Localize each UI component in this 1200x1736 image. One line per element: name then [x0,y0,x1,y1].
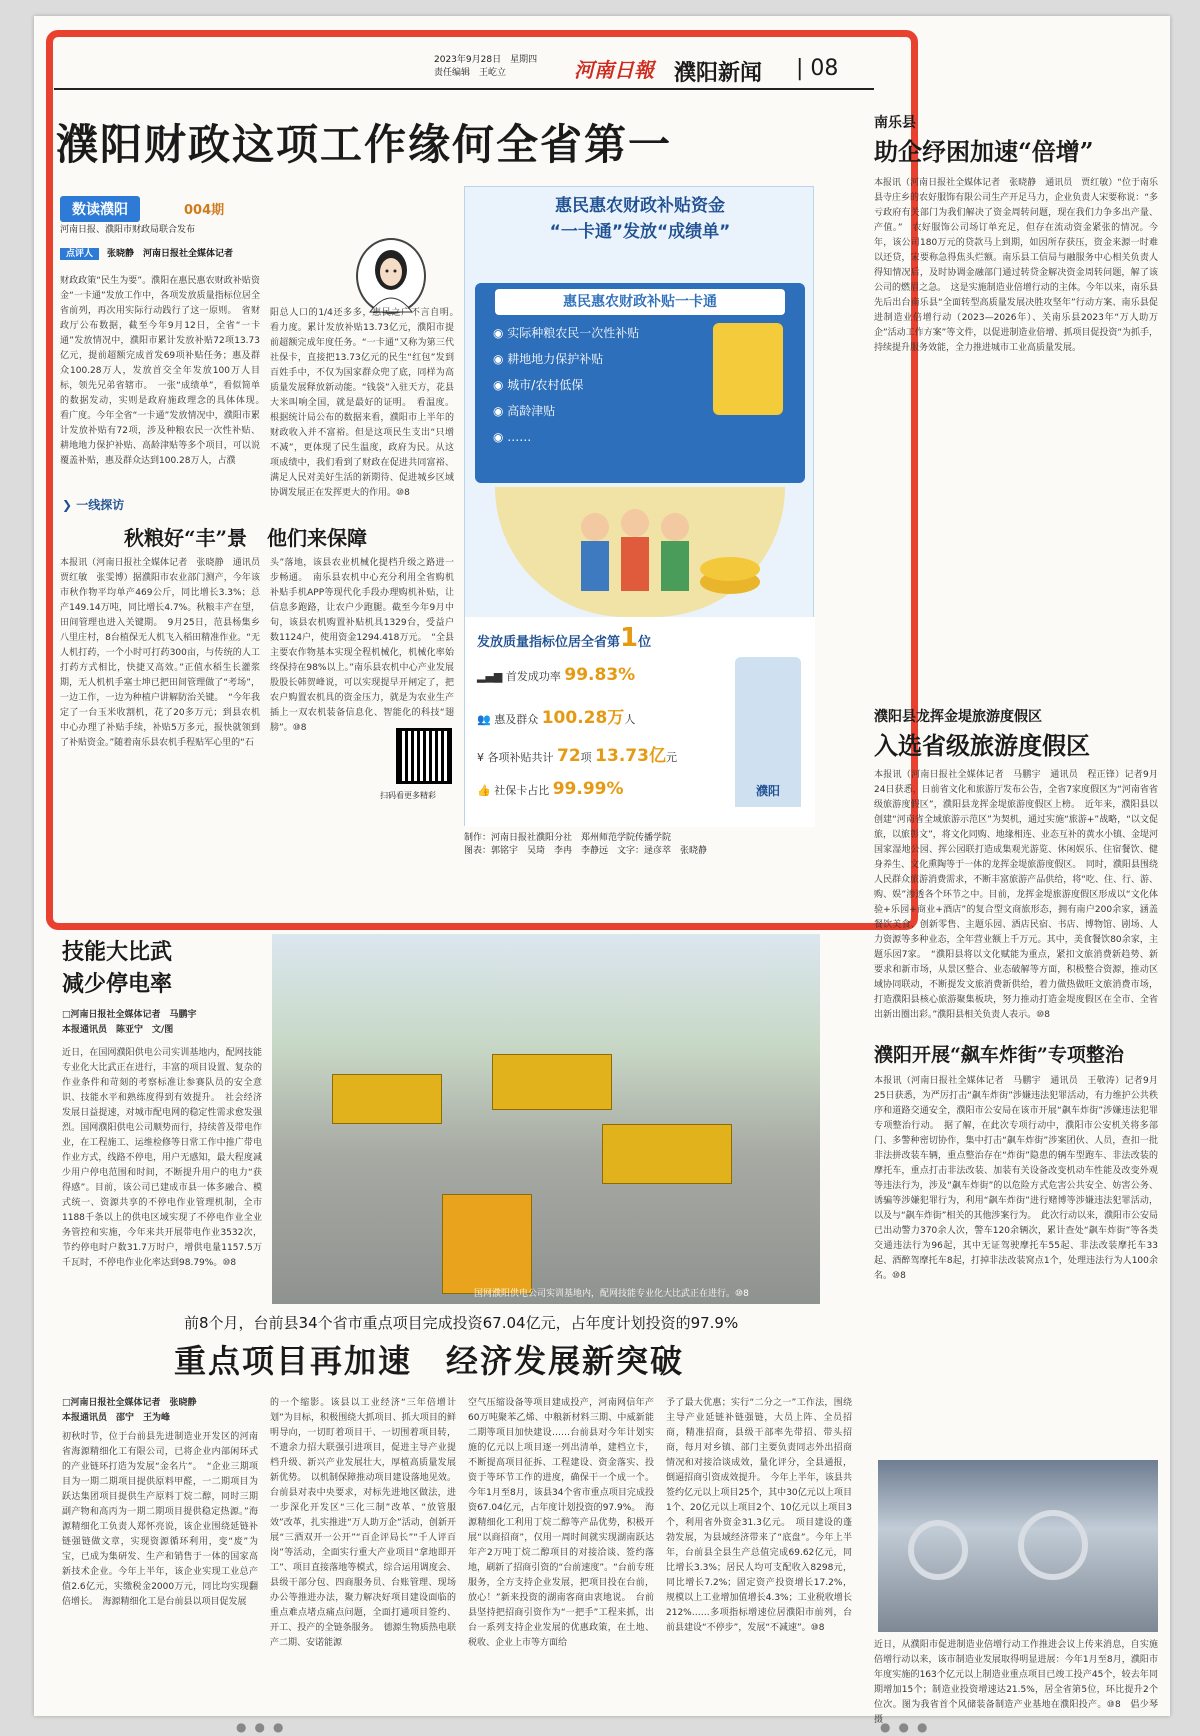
lead-headline: 濮阳财政这项工作缘何全省第一 [56,120,673,169]
a4-body: 近日，从濮阳市促进制造业倍增行动工作推进会议上传来消息，自实施倍增行动以来，该市制造业发展取得明显进展：今年1月至8月，濮阳市年度实施的163个亿元以上制造业重点项目已竣工投产45个，较去年同期增加15个；制造业投资增速达21.5%，居全省第5位，环比提升2个位次。图为我省首个风储装备制造产业基地在濮阳投产。⑩8 倡少琴 摄 [874,1640,1168,1725]
cooperation-line: 河南日报、濮阳市财政局联合发布 [60,225,196,235]
subsidy-item: ◉ 高龄津贴 [493,404,556,418]
subsidy-item: ◉ 实际种粮农民一次性补贴 [493,326,640,340]
stats-block [465,617,815,827]
coin-icon: ¥ [477,751,484,764]
money-bag-icon [713,323,783,415]
reviewer-line [60,246,233,259]
masthead [54,40,874,90]
reviewer-label: 点评人 [60,248,99,260]
truck [602,1124,732,1184]
masthead-editor: 责任编辑 王屹立 [434,68,507,78]
subsection-label [62,496,124,513]
a1-head-pre: 南乐县 [874,115,916,131]
chart-bars-icon: ▂▄▆ [477,670,503,683]
power-byline: □河南日报社全媒体记者 马鹏宇 本报通讯员 陈亚宁 文/图 [62,1010,197,1035]
stat-first-success: ▂▄▆ 首发成功率 99.83% [477,665,636,685]
trophy-icon [735,657,801,807]
projects-col4: 予了最大优惠；实行“二分之一”工作法，围绕主导产业延链补链强链，大员上阵、全员招商，精准招商，县级干部率先带招、带头招商，每月对乡镇、部门主要负责同志外出招商情况和对接洽谈成效，量化评分，全县通报，倒逼招商引资成效提升。 今年上半年，该县共签约亿元以上项目25个，其中30亿元以上项目1个、20亿元以上项目2个、10亿元以上项目3个，利用省外资金31.3亿元。 项目建设的蓬勃发展，为县域经济带来了“底盘”。今年上半年，台前县全县生产总值完成69.62亿元，同比增长3.3%；居民人均可支配收入8298元，同比增长7.2%；固定资产投资增长17.2%，规模以上工业增加值增长4.3%；工业税收增长212%……多项指标增速位居濮阳市前列，台前县建设“不停步”，发展“不减速”。⑩8 [666,1398,852,1633]
reporter-avatar [356,238,426,314]
projects-headline: 重点项目再加速 经济发展新突破 [174,1342,685,1380]
farmers-icon [495,487,785,617]
a2-headline: 入选省级旅游度假区 [874,731,1090,760]
stat-beneficiaries: 👥 惠及群众 100.28万人 [477,708,636,728]
subsection-label-text: 一线探访 [76,498,125,512]
truck [492,1054,612,1110]
subsidy-panel-title: 惠民惠农财政补贴一卡通 [495,289,785,315]
turbine-part [908,1520,968,1580]
a2-head-pre: 濮阳县龙挥金堤旅游度假区 [874,709,1042,725]
a3-headline: 濮阳开展“飙车炸街”专项整治 [874,1044,1124,1066]
column-tag: 数读濮阳 [60,196,140,222]
projects-col2: 的一个缩影。该县以工业经济“三年倍增计划”为目标，积极围绕大抓项目、抓大项目的鲜明导向，一切盯着项目干、一切围着项目转，不遗余力招大联强引进项目，促进主导产业提档升级、新兴产业发展壮大，厚植高质量发展新优势。 以机制保障推动项目建设落地见效。台前县对表中央要求，对标先进地区做法，进一步深化开发区“三化三制”改革、“放管服效”改革，扎实推进“万人助万企”活动，创新开展“三酒双开一公开”“百企评局长”“千人评百岗”等活动，全面实行重大产业项目“拿地即开工”、项目直接落地等模式，综合运用调度会、县级干部分包、四商服务员、台账管理、现场办公等推进办法，聚力解决好项目建设面临的重点难点堵点痛点问题，全面打通项目签约、开工、投产的全链条服务。 德源生物质热电联产二期、安诺能源 [270,1398,456,1648]
chevron-right-icon: ❯ [62,498,73,512]
subsidy-item: ◉ …… [493,430,532,444]
scroll-indicator-right[interactable]: ●●● [880,1720,936,1734]
sub-article-col1: 本报讯（河南日报社全媒体记者 张晓静 通讯员 贾红敏 张雯博）据濮阳市农业部门测产，今年该市秋作物平均单产469公斤，同比增长3.3%；总产149.14万吨，同比增长4.7%。秋粮丰产在望，田间管理也进入关键期。 9月25日，范县杨集乡八里庄村，8台植保无人机飞入稻田精准作业。“无人机打药，一个小时可打药300亩，与传统的人工打药方式相比，快捷又高效。”正值水稻生长灌浆期，无人机机手塞士坤已把田间管理做了“考场”，一边工作，一边为种植户讲解防治关键。 “今年我定了一台玉米收割机，花了20多万元；到县农机中心办理了补贴手续，补贴5万多元，报快就领到了补贴资金。”随着南乐县农机手程贴军心里的“石 [60,558,270,748]
projects-col1: 初秋时节，位于台前县先进制造业开发区的河南省海源精细化工有限公司，已将企业内部闲环式的产业链环打造为发展“金名片”。 “企业三期项目为一期二期项目提供原料甲醛，一二期项目为跃达集团项目提供生产原料丁烷二醇，同时三期副产物和高丙为一期二期项目提供稳定热源。”海源精细化工负责人郑怀亮说，该企业围绕延链补链强链做文章，实现资源循环利用，变“废”为宝，已成为集研发、生产和销售于一体的国家高新技术企业。今年上半年，该企业实现工业总产值2.6亿元，实缴税金2000万元，同比均实现翻倍增长。 海源精细化工是台前县以项目促发展 [62,1432,258,1607]
infographic [464,186,814,826]
column-issue: 004期 [184,203,225,218]
newspaper-page [34,16,1170,1725]
turbine-part [1018,1510,1088,1580]
subsidy-panel [475,283,805,483]
scroll-indicator-left[interactable]: ●●● [236,1720,292,1734]
power-headline: 技能大比武 减少停电率 [62,939,173,997]
masthead-date: 2023年9月28日 星期四 [434,55,538,65]
projects-byline: □河南日报社全媒体记者 张晓静 本报通讯员 邵宁 王为峰 [62,1398,197,1423]
power-body: 近日，在国网濮阳供电公司实训基地内，配网技能专业化大比武正在进行，丰富的项目设置、复杂的作业条件和苛刻的考察标准让参赛队员的安全意识、技能水平和熟练度得到有效提升。 社会经济发展日益提速，对城市配电网的稳定性需求愈发强烈。国网濮阳供电公司顺势而行，持续普及带电作业，在工程施工、运维检修等日常工作中推广带电作业方式，线路不停电，用户无感知，最大程度减少用户停电范围和时间，不断提升用户的电力“获得感”。目前，该公司已建成市县一体多融合、模式统一、资源共享的不停电作业管理机制，全市1188千条以上的供电区域实现了不停电作业全业务管控和实施，今年来共开展带电作业3532次，节约停电时户数31.7万时户，增供电量1157.5万千瓦时，不停电作业化率达到98.79%。⑩8 [62,1048,262,1268]
lift-platform [442,1194,532,1294]
subsidy-item: ◉ 城市/农村低保 [493,378,584,392]
a2-body: 本报讯（河南日报社全媒体记者 马鹏宇 通讯员 程正锋）记者9月24日获悉，日前省文化和旅游厅发布公告，全省7家度假区为“河南省省级旅游度假区”，濮阳县龙挥金堤旅游度假区上榜。 近年来，濮阳县以创建“河南省全域旅游示范区”为契机，通过实施“旅游+”战略，“以文促旅，以旅彰文”，将文化同购、地缘相连、业态互补的黄水小镇、金堤河国家湿地公园、挥公园联打造成集观光游览、休闲娱乐、住宿餐饮、健身养生、文化熏陶等于一体的龙挥金堤旅游度假区。 同时，濮阳县围绕人民群众旅游消费需求，不断丰富旅游产品供给，将“吃、住、行、游、购、娱”渗透各个环节之中。目前，龙挥金堤旅游度假区形成以“文化体验+乐园+商业+酒店”的复合型文商旅形态，拥有南户200余家，涵盖餐饮美食、创新零售、主题乐园、酒店民宿、书店、博物馆、剧场、人力资源等多种业态，全年营业额上千万元。其中，美食餐饮80余家，主题乐园7家。 “濮阳县将以文化赋能为重点，紧扣文旅消费新趋势、新要求和新市场，从景区整合、业态破解等方面，积极整合资源，推动区域协同联动，不断提发文旅消费新供给，着力做热做旺文旅消费市场，打造濮阳县核心旅游聚集板块，努力推动打造金堤度假区在全市、全省出新出圈出彩。”濮阳县相关负责人表示。⑩8 [874,770,1158,1020]
factory-photo [878,1460,1158,1632]
subsidy-item: ◉ 耕地地力保护补贴 [493,352,604,366]
a1-headline: 助企纾困加速“倍增” [874,137,1094,166]
infographic-title-line1: 惠民惠农财政补贴资金 [555,196,725,216]
a3-body: 本报讯（河南日报社全媒体记者 马鹏宇 通讯员 王敬涛）记者9月25日获悉，为严厉打击“飙车炸街”涉嫌违法犯罪活动，有力维护公共秩序和道路交通安全，濮阳市公安局在该市开展“飙车炸街”涉嫌违法犯罪专项整治行动。 据了解，在此次专项行动中，濮阳市公安机关将多部门、多警种密切协作，集中打击“飙车炸街”涉案团伙、人员，查扣一批非法拼改装车辆，重点整治存在“炸街”隐患的辆车型跑车、非法改装的摩托车，重点打击非法改装、加装有关设备改变机动车性能及改变外观等违法行为，涉及“飙车炸街”的以危险方式危害公共安全、妨害公务、诱骗等涉嫌犯罪行为，利用“飙车炸街”进行赌博等涉嫌违法犯罪活动，以及与“飙车炸街”相关的其他涉案行为。 此次行动以来，濮阳市公安局已出动警力370余人次，警车120余辆次，累计查处“飙车炸街”等各类交通违法行为96起，其中无证驾驶摩托车55起、非法改装摩托车33起、酒醉驾摩托车8起，打掉非法改装窝点1个，处理违法行为人100余名。⑩8 [874,1076,1158,1281]
reporter-portrait-icon [358,240,424,312]
city-label: 濮阳 [755,784,780,798]
section-title: 濮阳新闻 [674,61,763,86]
rank-number: 1 [620,623,639,653]
projects-col3: 空气压缩设备等项目建成投产，河南网信年产60万吨聚苯乙烯、中粮新材料三期、中威新能二期等项目加快建设……台前县对今年计划实施的亿元以上项目逐一列出清单，建档立卡，不断提高项目征拆、工程建设、资金落实、投资于等环节工作的进度，确保干一个成一个。今年1月至8月，该县34个省市重点项目完成投资67.04亿元，占年度计划投资的97.9%。 海源精细化工利用丁烷二醇等产品优势，积极开展“以商招商”，仅用一周时间就实现湖南跃达年产2万吨丁烷二醇项目的对接洽谈、签约落地，刷新了招商引资的“台前速度”。“台前专班服务，全方支持企业发展，把项目投在台前，放心！”新来投资的湖南客商由衷地说。 台前县坚持把招商引资作为“一把手”工程来抓，出台一系列支持企业发展的优惠政策，在土地、税收、企业上市等方面给 [468,1398,654,1648]
rank-line: 发放质量指标位居全省第1位 [477,623,652,653]
people-icon: 👥 [477,713,491,726]
masthead-date-block [434,54,537,80]
qr-caption: 扫码看更多精彩 [380,791,436,800]
projects-lead: 前8个月，台前县34个省市重点项目完成投资67.04亿元，占年度计划投资的97.9% [184,1314,739,1332]
lead-article-col1: 财政政策“民生为要”。濮阳在惠民惠农财政补贴资金“一卡通”发放工作中，各项发放质量指标位居全省前列，再次用实际行动践行了这一原则。 省财政厅公布数据，截至今年9月12日，全省“一卡通”发放情况中，濮阳市累计发放补贴72项13.73亿元，提前超额完成首发69项补贴任务；惠及群众100.28万人，发放首交全年发放100万人目标，领先兄弟省辖市。 一张“成绩单”，看似简单的数据发动，实则是政府施政理念的具体体现。 看广度。今年全省“一卡通”发放情况中，濮阳市累计发放补贴有72项，涉及种粮农民一次性补贴、耕地地力保护补贴、高龄津贴等多个项目，可以说覆盖补贴，惠及群众达到100.28万人，占濮 [60,276,270,466]
reviewer-name: 张晓静 河南日报社全媒体记者 [107,249,234,259]
photo-caption: 国网濮阳供电公司实训基地内，配网技能专业化大比武正在进行。⑩8 [474,1289,749,1299]
stat-subsidy-total: ¥ 各项补贴共计 72项 13.73亿元 [477,746,677,766]
page-number-value: 08 [810,56,839,81]
sub-headline: 秋粮好“丰”景 他们来保障 [124,526,368,550]
infographic-title [465,193,815,245]
qr-code[interactable] [396,728,452,784]
farmers-illustration [495,487,785,617]
stat-card-ratio: 👍 社保卡占比 99.99% [477,779,624,799]
a1-body: 本报讯（河南日报社全媒体记者 张晓静 通讯员 贾红敏）“位于南乐县寺庄乡的农好服饰有限公司生产开足马力，企业负责人宋要称说：“多亏政府有关部门为我们解决了资金周转问题，现在我们力争多出产量、产值。” 农好服饰公司场订单充足，但存在流动资金紧张的情况。今年，该公司180万元的贷款马上到期，如因所存获压，资金来源一时难以还贷，宋要称急得焦头烂额。南乐县工信局与融服务中心相关负责人得知情况后，及时协调金融部门通过转贷金解决资金周转问题，解了该公司的燃眉之急。 这是实施制造业倍增行动的主体。今年以来，南乐县先后出台南乐县“全面转型高质量发展决胜攻坚年”行动方案、南乐县促进制造业倍增行动（2023—2026年）、关南乐县2023年“万人助万企”活动工作方案”等文件，以促进制造业倍增、抓项目促投资“为抓手，持续提升服务效能，全力推进城市工业高质量发展。 [874,178,1158,353]
truck [332,1074,442,1124]
sub-article-col2: 头”落地，该县农业机械化提档升级之路进一步畅通。 南乐县农机中心充分利用全省购机补贴手机APP等现代化手段办理购机补贴，让信息多跑路，让农户少跑腿。截至今年9月中旬，该县农机购置补贴机具1329台，受益户数1124户，使用资金1294.418万元。 “全县主要农作物基本实现全程机械化，机械化率始终保持在98%以上。”南乐县农机中心产业发展股股长韩贺峰说，可以实现提早开闸定了，把农户购置农机具的资金压力，就是为农业生产插上一双农机装备信息化、智能化的科技“翅膀”。⑩8 [270,558,454,733]
lead-article-col2: 阳总人口的1/4还多多，惠民之广不言自明。 看力度。累计发放补贴13.73亿元，濮阳市提前超额完成年度任务。“一卡通”又称为第三代社保卡，直接把13.73亿元的民生“红包”发到百姓手中，不仅为国家群众兜了底，同样为高质量发展释放新动能。“钱袋”入驻天方，花县大米叫响全国，就是最好的证明。 看温度。根据统计局公布的数据来看，濮阳市上半年的财政收入并不富裕。但是这项民生支出“只增不减”，更体现了民生温度，政府为民。从这项成绩中，我们看到了财政在促进共同富裕、满足人民对美好生活的新期待、促进城乡区域协调发展正在发挥更大的作用。⑩8 [270,308,464,498]
infographic-credits: 制作：河南日报社濮阳分社 郑州师范学院传播学院 图表：郭铭宇 吴琦 李冉 李静远 文字：逯彦萃 张晓静 [464,833,708,856]
substation-photo [272,934,820,1304]
thumbs-up-icon: 👍 [477,784,491,797]
newspaper-logo: 河南日報 [574,58,654,82]
page-number: | 08 [796,56,839,81]
infographic-title-line2: “一卡通”发放“成绩单” [549,222,731,242]
